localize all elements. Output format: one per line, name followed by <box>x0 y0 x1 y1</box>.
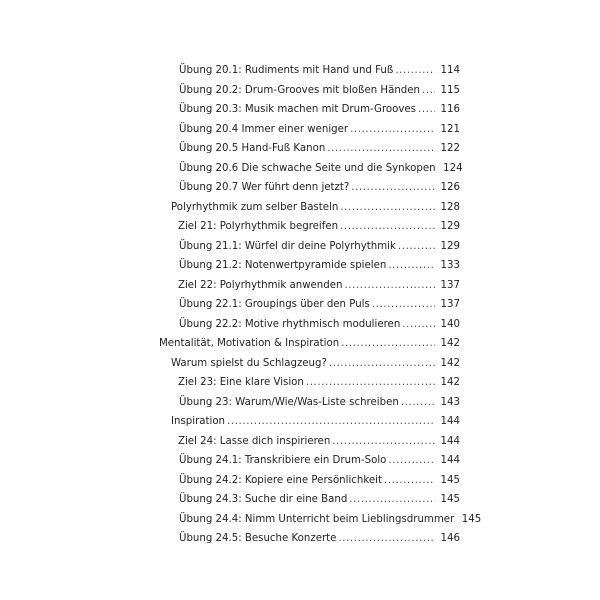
toc-entry <box>178 434 460 450</box>
toc-entry-title: Übung 24.1: Transkribiere ein Drum-Solo <box>179 455 387 466</box>
toc-entry-page: 142 <box>440 357 460 369</box>
toc-entry-page: 126 <box>440 182 460 193</box>
dot-leader <box>306 375 435 391</box>
toc-entry <box>171 200 460 216</box>
toc-entry <box>179 453 460 469</box>
toc-entry <box>179 141 460 157</box>
dot-leader <box>372 297 435 313</box>
toc-entry-page: 145 <box>461 513 482 525</box>
toc-entry <box>179 492 460 508</box>
toc-entry-title: Ziel 24: Lasse dich inspirieren <box>178 435 331 447</box>
dot-leader <box>395 63 435 79</box>
toc-entry-page: 145 <box>440 494 460 505</box>
toc-entry-title: Übung 20.4 Immer einer weniger <box>179 123 349 135</box>
toc-entry-page: 114 <box>440 65 460 76</box>
toc-entry-page: 137 <box>440 279 460 291</box>
toc-entry <box>179 180 460 196</box>
toc-entry-title: Warum spielst du Schlagzeug? <box>171 357 327 369</box>
toc-entry <box>179 317 460 333</box>
toc-entry-page: 129 <box>440 240 460 252</box>
toc-entry-title: Ziel 21: Polyrhythmik begreifen <box>178 221 339 232</box>
toc-entry-page: 121 <box>440 123 460 135</box>
toc-entry-page: 142 <box>440 338 460 349</box>
toc-entry <box>178 278 460 294</box>
toc-entry-title: Übung 21.1: Würfel dir deine Polyrhythmik <box>179 240 396 252</box>
toc-entry <box>178 375 460 391</box>
toc-entry-page: 144 <box>440 416 460 427</box>
toc-entry <box>179 102 460 118</box>
toc-entry-page: 142 <box>440 377 460 388</box>
toc-entry-page: 137 <box>440 299 460 310</box>
dot-leader <box>418 102 435 118</box>
dot-leader <box>349 492 435 508</box>
dot-leader <box>341 336 435 352</box>
toc-entry-title: Übung 20.2: Drum-Grooves mit bloßen Händen <box>179 84 420 96</box>
toc-entry-title: Ziel 22: Polyrhythmik anwenden <box>178 279 343 291</box>
toc-entry <box>171 356 460 372</box>
toc-entry-title: Übung 23: Warum/Wie/Was-Liste schreiben <box>179 396 399 408</box>
toc-entry <box>178 219 460 235</box>
toc-entry-title: Übung 20.1: Rudiments mit Hand und Fuß <box>179 65 394 76</box>
toc-entry-title: Übung 24.5: Besuche Konzerte <box>179 533 337 544</box>
toc-entry <box>179 122 460 138</box>
toc-entry <box>179 395 460 411</box>
toc-entry-page: 129 <box>440 221 460 232</box>
dot-leader <box>340 200 435 216</box>
toc-entry <box>179 83 460 99</box>
toc-entry-title: Übung 24.4: Nimm Unterricht beim Lieblingsdrummer <box>179 513 455 525</box>
toc-entry-page: 145 <box>440 474 460 486</box>
dot-leader <box>351 180 435 196</box>
toc-entry-page: 133 <box>440 260 460 271</box>
toc-entry <box>179 297 460 313</box>
toc-entry-title: Inspiration <box>171 416 226 427</box>
toc-entry <box>179 258 460 274</box>
toc-entry <box>159 336 460 352</box>
dot-leader <box>402 317 435 333</box>
toc-entry-title: Übung 20.3: Musik machen mit Drum-Grooves <box>179 104 416 115</box>
toc-entry-page: 143 <box>440 396 460 408</box>
toc-entry <box>179 473 460 489</box>
toc-entry-title: Übung 22.1: Groupings über den Puls <box>179 299 370 310</box>
toc-entry-title: Mentalität, Motivation & Inspiration <box>159 338 340 349</box>
toc-entry-page: 140 <box>440 318 460 330</box>
toc-entry-title: Übung 20.7 Wer führt denn jetzt? <box>179 182 350 193</box>
toc-entry <box>171 414 460 430</box>
dot-leader <box>344 278 435 294</box>
dot-leader <box>327 141 435 157</box>
toc-entry-title: Übung 20.5 Hand-Fuß Kanon <box>179 143 326 154</box>
toc-entry-title: Übung 21.2: Notenwertpyramide spielen <box>179 260 387 271</box>
toc-entry-title: Übung 24.3: Suche dir eine Band <box>179 494 348 505</box>
dot-leader <box>422 83 435 99</box>
toc-entry-page: 144 <box>440 435 460 447</box>
toc-entry-page: 122 <box>440 143 460 154</box>
dot-leader <box>350 122 435 138</box>
toc-entry-title: Übung 24.2: Kopiere eine Persönlichkeit <box>179 474 382 486</box>
toc-entry <box>179 161 463 177</box>
toc-entry-title: Ziel 23: Eine klare Vision <box>178 377 304 388</box>
toc-entry <box>179 531 460 547</box>
dot-leader <box>329 356 435 372</box>
toc-entry-page: 116 <box>440 104 460 115</box>
dot-leader <box>398 239 435 255</box>
toc-entry-page: 115 <box>440 84 460 96</box>
dot-leader <box>332 434 435 450</box>
dot-leader <box>388 453 435 469</box>
toc-entry-page: 128 <box>440 201 460 213</box>
toc-entry <box>179 239 460 255</box>
dot-leader <box>338 531 435 547</box>
toc-entry-page: 146 <box>440 533 460 544</box>
toc-entry-title: Polyrhythmik zum selber Basteln <box>171 201 339 213</box>
dot-leader <box>388 258 435 274</box>
dot-leader <box>384 473 435 489</box>
dot-leader <box>401 395 435 411</box>
toc-entry <box>179 63 460 79</box>
toc-entry-title: Übung 20.6 Die schwache Seite und die Synkopen <box>179 162 436 174</box>
toc-entry <box>179 512 482 528</box>
toc-entry-page: 144 <box>440 455 460 466</box>
toc-entry-title: Übung 22.2: Motive rhythmisch modulieren <box>179 318 401 330</box>
toc-entry-page: 124 <box>443 162 463 174</box>
dot-leader <box>227 414 435 430</box>
dot-leader <box>340 219 435 235</box>
